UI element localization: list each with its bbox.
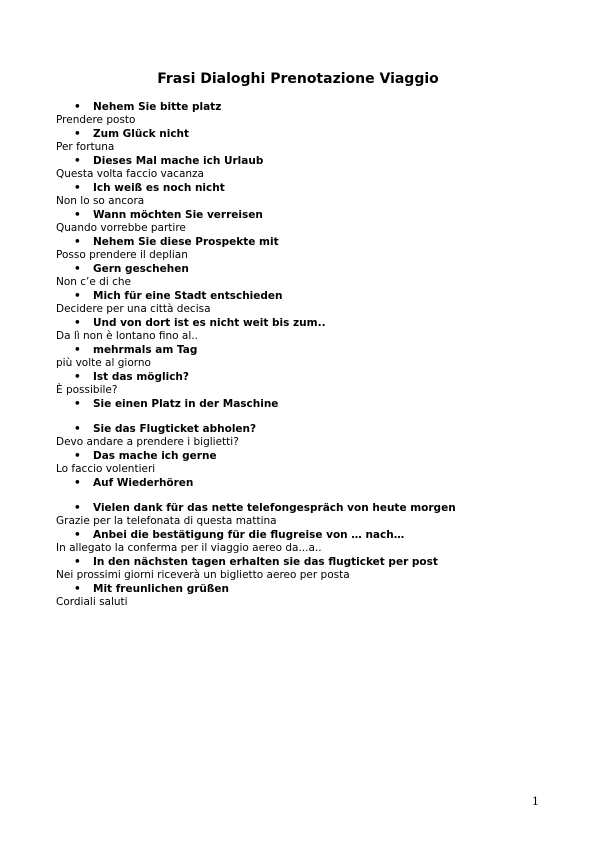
german-phrase [56, 181, 576, 195]
italian-translation: È possibile? [56, 384, 118, 396]
italian-translation: Grazie per la telefonata di questa mattina [56, 515, 277, 527]
german-phrase-text: Nehem Sie diese Prospekte mit [93, 236, 279, 248]
phrase-entry [56, 501, 576, 528]
italian-translation: Questa volta faccio vacanza [56, 168, 204, 180]
german-phrase-text: Anbei die bestätigung für die flugreise von … nach… [93, 529, 405, 541]
bullet-icon: • [74, 344, 81, 356]
german-phrase-text: In den nächsten tagen erhalten sie das flugticket per post [93, 556, 438, 568]
german-phrase-text: Wann möchten Sie verreisen [93, 209, 263, 221]
italian-translation: Non lo so ancora [56, 195, 145, 207]
phrase-entry [56, 154, 576, 181]
italian-translation: Nei prossimi giorni riceverà un biglietto aereo per posta [56, 569, 350, 581]
bullet-icon: • [74, 317, 81, 329]
italian-translation: Posso prendere il deplian [56, 249, 188, 261]
phrase-list [56, 100, 576, 609]
italian-translation: Decidere per una città decisa [56, 303, 211, 315]
bullet-icon: • [74, 155, 81, 167]
bullet-icon: • [74, 398, 81, 410]
page-title: Frasi Dialoghi Prenotazione Viaggio [157, 71, 439, 87]
german-phrase-text: Nehem Sie bitte platz [93, 101, 222, 113]
german-phrase-text: Gern geschehen [93, 263, 189, 275]
bullet-icon: • [74, 556, 81, 568]
italian-translation: Prendere posto [56, 114, 136, 126]
phrase-entry [56, 422, 576, 449]
bullet-icon: • [74, 128, 81, 140]
phrase-entry [56, 100, 576, 127]
german-phrase-text: Mich für eine Stadt entschieden [93, 290, 283, 302]
phrase-entry [56, 127, 576, 154]
german-phrase-text: mehrmals am Tag [93, 344, 198, 356]
italian-translation: Devo andare a prendere i biglietti? [56, 436, 239, 448]
german-phrase-text: Sie das Flugticket abholen? [93, 423, 257, 435]
phrase-entry [56, 476, 576, 501]
blank-line [56, 490, 576, 501]
german-phrase [56, 397, 576, 411]
italian-translation: Quando vorrebbe partire [56, 222, 186, 234]
german-phrase [56, 555, 576, 569]
phrase-entry [56, 528, 576, 555]
german-phrase-text: Mit freunlichen grüßen [93, 583, 230, 595]
german-phrase [56, 582, 576, 596]
phrase-entry [56, 555, 576, 582]
german-phrase-text: Auf Wiederhören [93, 477, 194, 489]
german-phrase [56, 289, 576, 303]
bullet-icon: • [74, 101, 81, 113]
german-phrase [56, 476, 576, 490]
phrase-entry [56, 262, 576, 289]
italian-translation: In allegato la conferma per il viaggio aereo da...a.. [56, 542, 322, 554]
phrase-entry [56, 449, 576, 476]
phrase-entry [56, 235, 576, 262]
blank-line [56, 411, 576, 422]
bullet-icon: • [74, 290, 81, 302]
italian-translation: Da lì non è lontano fino al.. [56, 330, 198, 342]
bullet-icon: • [74, 529, 81, 541]
german-phrase-text: Und von dort ist es nicht weit bis zum.. [93, 317, 326, 329]
phrase-entry [56, 181, 576, 208]
phrase-entry [56, 289, 576, 316]
italian-translation: Per fortuna [56, 141, 115, 153]
german-phrase-text: Ist das möglich? [93, 371, 189, 383]
bullet-icon: • [74, 423, 81, 435]
italian-translation: Lo faccio volentieri [56, 463, 156, 475]
page-number: 1 [532, 795, 539, 808]
german-phrase [56, 100, 576, 114]
phrase-entry [56, 316, 576, 343]
german-phrase [56, 422, 576, 436]
german-phrase [56, 208, 576, 222]
german-phrase-text: Das mache ich gerne [93, 450, 217, 462]
italian-translation: Cordiali saluti [56, 596, 128, 608]
italian-translation: Non c’e di che [56, 276, 131, 288]
bullet-icon: • [74, 182, 81, 194]
german-phrase [56, 316, 576, 330]
german-phrase [56, 154, 576, 168]
bullet-icon: • [74, 236, 81, 248]
german-phrase [56, 235, 576, 249]
phrase-entry [56, 343, 576, 370]
german-phrase [56, 449, 576, 463]
bullet-icon: • [74, 502, 81, 514]
german-phrase-text: Sie einen Platz in der Maschine [93, 398, 279, 410]
german-phrase [56, 262, 576, 276]
german-phrase [56, 528, 576, 542]
phrase-entry [56, 582, 576, 609]
italian-translation: più volte al giorno [56, 357, 151, 369]
german-phrase [56, 127, 576, 141]
german-phrase [56, 501, 576, 515]
german-phrase-text: Zum Glück nicht [93, 128, 190, 140]
german-phrase [56, 343, 576, 357]
phrase-entry [56, 208, 576, 235]
bullet-icon: • [74, 263, 81, 275]
bullet-icon: • [74, 583, 81, 595]
bullet-icon: • [74, 477, 81, 489]
german-phrase-text: Dieses Mal mache ich Urlaub [93, 155, 264, 167]
german-phrase [56, 370, 576, 384]
german-phrase-text: Vielen dank für das nette telefongespräch von heute morgen [93, 502, 456, 514]
phrase-entry [56, 397, 576, 422]
bullet-icon: • [74, 450, 81, 462]
german-phrase-text: Ich weiß es noch nicht [93, 182, 225, 194]
bullet-icon: • [74, 371, 81, 383]
bullet-icon: • [74, 209, 81, 221]
phrase-entry [56, 370, 576, 397]
